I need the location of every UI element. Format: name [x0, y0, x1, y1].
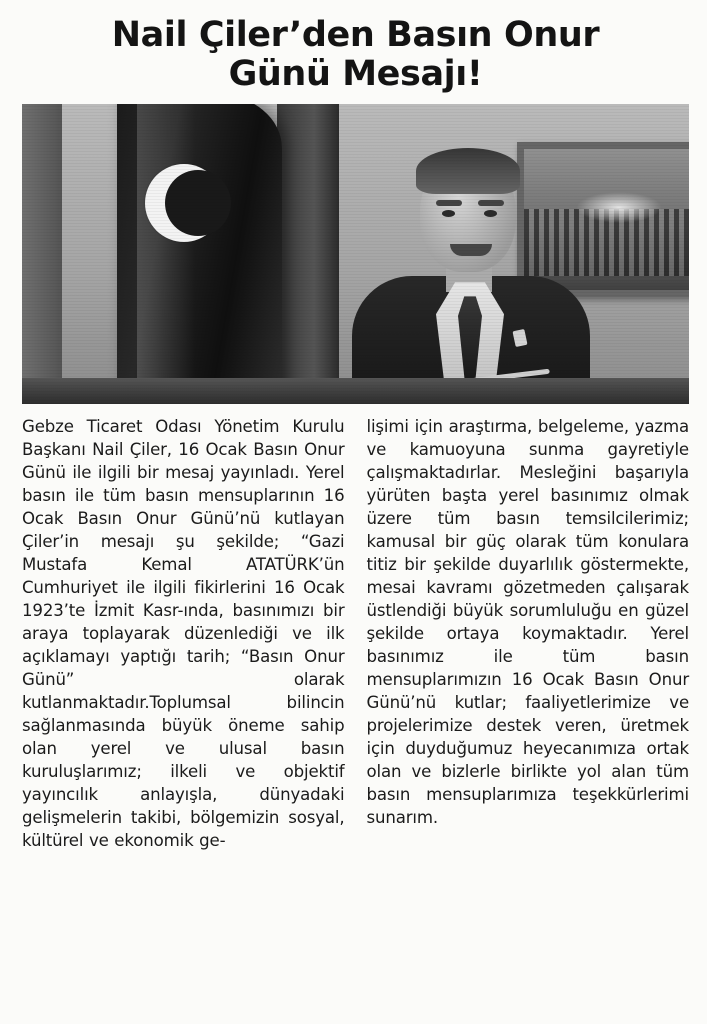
article-photo	[22, 104, 689, 404]
article-text-left: Gebze Ticaret Odası Yönetim Kurulu Başkanı Nail Çiler, 16 Ocak Basın Onur Günü ile ilgili bir mesaj yayınladı. Yerel basın ile tüm basın mensuplarının 16 Ocak Basın Onur Günü’nü kutlayan Çiler’in mesajı şu şekilde; “Gazi Mustafa Kemal ATATÜRK’ün Cumhuriyet ile ilgili fikirlerini 16 Ocak 1923’te İzmit Kasr-ında, basınımızı bir araya toplayarak düzenlediği ve ilk açıklamayı yaptığı tarih; “Basın Onur Günü” olarak kutlanmaktadır.Toplumsal bilincin sağlanmasında büyük öneme sahip olan yerel ve ulusal basın kuruluşlarımız; ilkeli ve objektif yayıncılık anlayışla, dünyadaki gelişmelerin takibi, bölgemizin sosyal, kültürel ve ekonomik ge-	[22, 417, 345, 850]
frame-glow	[576, 192, 662, 223]
article-body	[22, 416, 689, 852]
article-column-left	[22, 416, 345, 852]
headline-line-2: Günü Mesajı!	[228, 54, 483, 95]
person-brow-left	[436, 200, 462, 206]
person-hair	[416, 148, 520, 194]
headline-line-1: Nail Çiler’den Basın Onur	[111, 15, 600, 55]
article-column-right	[367, 416, 690, 852]
framed-picture-icon	[517, 142, 689, 297]
dark-cabinet	[277, 104, 339, 404]
flag-fold	[137, 104, 195, 394]
left-wall-panel	[22, 104, 62, 404]
crescent-icon	[145, 164, 223, 242]
person-mouth	[450, 244, 492, 256]
desk-edge	[22, 378, 689, 404]
turkish-flag-icon	[117, 104, 282, 394]
page-title	[22, 16, 689, 94]
photo-canvas	[22, 104, 689, 404]
person-brow-right	[478, 200, 504, 206]
article-text-right: lişimi için araştırma, belgeleme, yazma ve kamuoyuna sunma gayretiyle çalışmaktadırlar. Mesleğini başarıyla yürüten başta yerel basınımız olmak üzere tüm basın temsilcilerimiz; kamusal bir güç olarak tüm konulara titiz bir şekilde duyarlılık göstermekte, mesai kavramı gözetmeden çalışarak üstlendiği büyük sorumluluğu en güzel şekilde ortaya koymaktadır. Yerel basınımız ile tüm basın mensuplarımızın 16 Ocak Basın Onur Günü’nü kutlar; faaliyetlerimize ve projelerimize destek veren, üretmek için duyduğumuz heyecanımıza ortak olan ve bizlerle birlikte yol alan tüm basın mensuplarımıza teşekkürlerimi sunarım.	[366, 417, 689, 827]
